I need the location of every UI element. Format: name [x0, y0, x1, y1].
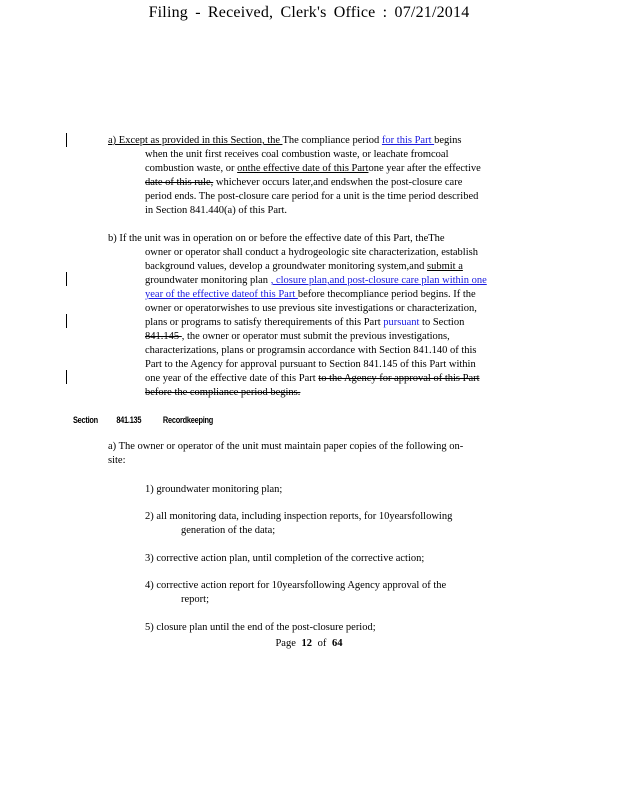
- text: begins: [434, 135, 462, 146]
- list-item: 3) corrective action plan, until completion of the corrective action;: [145, 553, 425, 564]
- para-b-line-12: [145, 386, 300, 400]
- para-a-line-4: [145, 176, 462, 190]
- text: to Section: [419, 317, 465, 328]
- inserted-text: a) Except as provided in this Section, the: [108, 135, 283, 146]
- list-item-continuation: generation of the data;: [181, 525, 276, 536]
- inserted-text-blue: year of the effective dateof this Part: [145, 289, 298, 300]
- para-b-line-8: [145, 330, 450, 344]
- revision-bar: [66, 314, 67, 328]
- of-label: of: [317, 638, 327, 649]
- para-a-line-1: [108, 134, 462, 148]
- para-b-line-6: owner or operatorwishes to use previous site investigations or characterization,: [145, 303, 477, 314]
- para-a-line-2: when the unit first receives coal combustion waste, or leachate fromcoal: [145, 149, 449, 160]
- text: plans or programs to satisfy therequirements of this Part: [145, 317, 384, 328]
- para-b-line-2: owner or operator shall conduct a hydrogeologic site characterization, establish: [145, 247, 478, 258]
- text: The compliance period: [282, 135, 382, 146]
- text: before thecompliance period begins. If the: [297, 289, 476, 300]
- para-c-line-1: a) The owner or operator of the unit must maintain paper copies of the following on-: [108, 441, 464, 452]
- inserted-text-blue: for this Part: [381, 135, 435, 146]
- text: groundwater monitoring plan: [145, 275, 271, 286]
- para-b-line-10: Part to the Agency for approval pursuant to Section 841.145 of this Part within: [145, 359, 476, 370]
- revision-bar: [66, 272, 67, 286]
- deleted-text: date of this rule,: [145, 177, 214, 188]
- para-b-line-1: [108, 232, 445, 246]
- page-total: 64: [332, 638, 343, 649]
- text: one year after the effective: [368, 163, 481, 174]
- text: , the owner or operator must submit the previous investigations,: [181, 331, 450, 342]
- deleted-text: to the Agency for approval of this Part: [318, 373, 480, 384]
- inserted-text-blue: , closure plan,and post-closure care plan within one: [270, 275, 487, 286]
- deleted-text: before the compliance period begins.: [145, 387, 301, 398]
- section-label: Section: [73, 415, 98, 425]
- text: background values, develop a groundwater monitoring system,and: [145, 261, 427, 272]
- para-b-line-5: [145, 288, 476, 302]
- inserted-text-blue: pursuant: [383, 317, 420, 328]
- list-item: 2) all monitoring data, including inspection reports, for 10yearsfollowing: [145, 511, 453, 522]
- revision-bar: [66, 133, 67, 147]
- text: b) If the unit was in operation on or before the effective date of this Part, theThe: [108, 233, 445, 244]
- list-item-continuation: report;: [181, 594, 209, 605]
- revision-bar: [66, 370, 67, 384]
- page-label: Page: [275, 638, 296, 649]
- list-item: 4) corrective action report for 10yearsfollowing Agency approval of the: [145, 580, 447, 591]
- section-title: Recordkeeping: [162, 415, 214, 425]
- section-number: 841.135: [116, 415, 142, 425]
- para-b-line-7: [145, 316, 464, 330]
- list-item: 5) closure plan until the end of the post-closure period;: [145, 622, 376, 633]
- page-footer: [0, 638, 618, 649]
- text: combustion waste, or: [145, 163, 238, 174]
- text: one year of the effective date of this Part: [145, 373, 319, 384]
- inserted-text: onthe effective date of this Part: [237, 163, 369, 174]
- list-item: 1) groundwater monitoring plan;: [145, 484, 283, 495]
- para-a-line-5: period ends. The post-closure care period for a unit is the time period described: [145, 191, 479, 202]
- section-heading: [73, 415, 213, 425]
- para-a-line-3: [145, 162, 481, 176]
- text: whichever occurs later,and endswhen the post-closure care: [213, 177, 463, 188]
- inserted-text: submit a: [426, 261, 463, 272]
- para-b-line-3: [145, 260, 463, 274]
- para-b-line-9: characterizations, plans or programsin accordance with Section 841.140 of this: [145, 345, 477, 356]
- para-b-line-11: [145, 372, 480, 386]
- page-number: 12: [301, 638, 313, 649]
- para-c-line-2: site:: [108, 455, 126, 466]
- para-b-line-4: [145, 274, 487, 288]
- deleted-text: 841.145: [145, 331, 182, 342]
- para-a-line-6: in Section 841.440(a) of this Part.: [145, 205, 288, 216]
- filing-stamp-header: Filing - Received, Clerk's Office : 07/21/2014: [148, 4, 470, 21]
